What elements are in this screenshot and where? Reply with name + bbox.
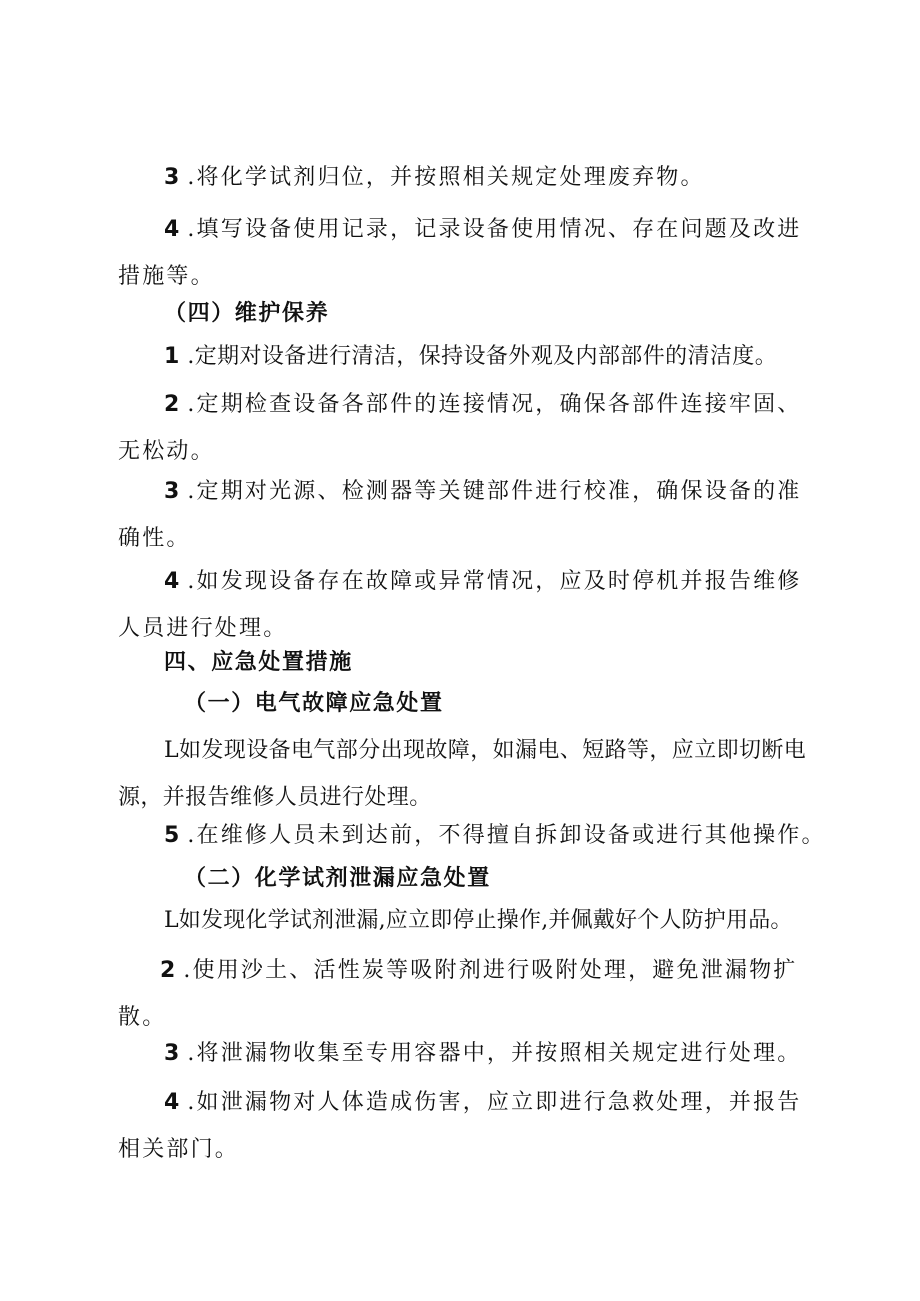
item-number: 3 — [164, 1041, 180, 1066]
paragraph-text: .在维修人员未到达前，不得擅自拆卸设备或进行其他操作。 — [187, 823, 826, 848]
paragraph-text: L如发现设备电气部分出现故障，如漏电、短路等，应立即切断电源，并报告维修人员进行处理。 — [118, 738, 807, 810]
item-number: 2 — [164, 392, 180, 417]
section-heading: （四）维护保养 — [164, 301, 330, 326]
paragraph-text: L如发现化学试剂泄漏,应立即停止操作,并佩戴好个人防护用品。 — [164, 908, 793, 933]
item-number: 2 — [160, 958, 176, 983]
item-number: 3 — [164, 165, 180, 190]
item-number: 3 — [164, 479, 180, 504]
paragraph-text: .使用沙土、活性炭等吸附剂进行吸附处理，避免泄漏物扩散。 — [118, 958, 798, 1030]
paragraph — [118, 206, 818, 300]
paragraph-text: .如发现设备存在故障或异常情况，应及时停机并报告维修人员进行处理。 — [118, 569, 802, 641]
paragraph — [164, 821, 826, 851]
paragraph-text: .如泄漏物对人体造成伤害，应立即进行急救处理，并报告相关部门。 — [118, 1090, 802, 1162]
paragraph-text: .将泄漏物收集至专用容器中，并按照相关规定进行处理。 — [187, 1041, 802, 1066]
paragraph-text: .定期对光源、检测器等关键部件进行校准，确保设备的准确性。 — [118, 479, 802, 551]
paragraph — [118, 468, 818, 562]
paragraph — [164, 906, 793, 936]
paragraph — [164, 163, 705, 193]
paragraph-text: .定期对设备进行清洁，保持设备外观及内部部件的清洁度。 — [187, 344, 778, 369]
item-number: 1 — [164, 344, 180, 369]
item-number: 4 — [164, 1090, 180, 1115]
paragraph — [118, 381, 818, 475]
paragraph-text: .定期检查设备各部件的连接情况，确保各部件连接牢固、无松动。 — [118, 392, 802, 464]
item-number: 5 — [164, 823, 180, 848]
paragraph — [164, 342, 777, 372]
paragraph — [118, 947, 808, 1041]
item-number: 4 — [164, 217, 180, 242]
paragraph-text: .将化学试剂归位，并按照相关规定处理废弃物。 — [187, 165, 705, 190]
paragraph — [118, 1079, 818, 1173]
paragraph-text: .填写设备使用记录，记录设备使用情况、存在问题及改进措施等。 — [118, 217, 802, 289]
section-heading: （一）电气故障应急处置 — [184, 691, 444, 716]
chapter-heading: 四、应急处置措施 — [164, 650, 353, 675]
paragraph — [118, 727, 822, 821]
paragraph — [118, 558, 818, 652]
section-heading: （二）化学试剂泄漏应急处置 — [184, 866, 491, 891]
paragraph — [164, 1039, 802, 1069]
item-number: 4 — [164, 569, 180, 594]
